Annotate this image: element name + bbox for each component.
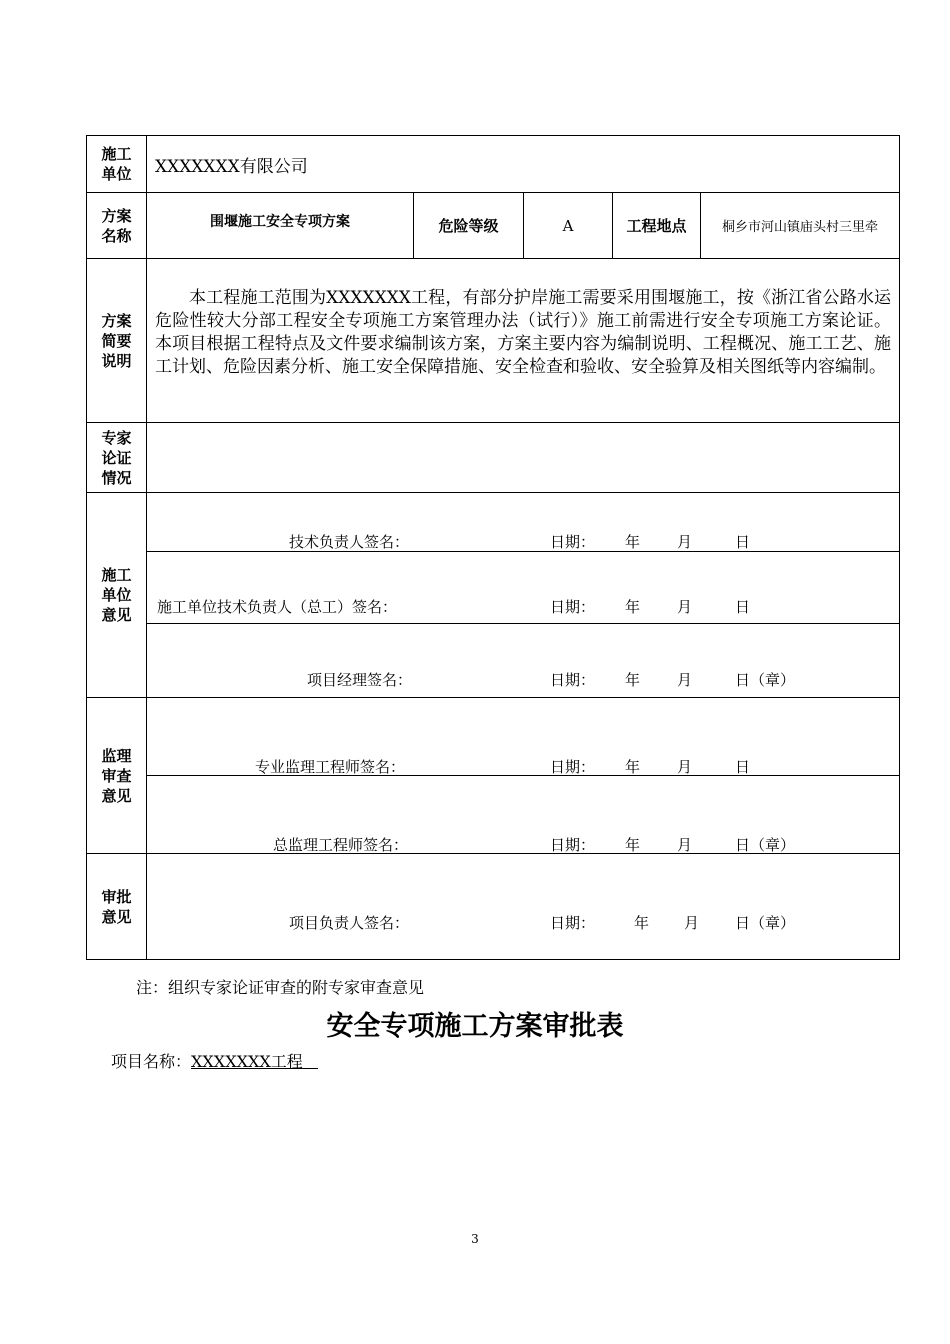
site-label: 工程地点 <box>613 193 701 259</box>
contractor-date-2: 日期： <box>550 598 596 616</box>
contractor-date-3: 日期： <box>550 671 596 689</box>
risk-level-value: A <box>524 193 613 259</box>
supervisor-year-2: 年 <box>625 836 641 854</box>
contractor-year-1: 年 <box>625 533 641 551</box>
contractor-opinion-cell <box>147 493 900 698</box>
expert-label: 专家论证情况 <box>101 428 132 487</box>
row-divider <box>147 623 899 624</box>
contractor-month-1: 月 <box>677 533 693 551</box>
contractor-label: 施工单位意见 <box>101 566 132 624</box>
site-value: 桐乡市河山镇庙头村三里牵 <box>701 193 900 259</box>
supervisor-date-2: 日期： <box>550 836 596 854</box>
approval-month: 月 <box>684 914 700 932</box>
page-title: 安全专项施工方案审批表 <box>326 1011 624 1042</box>
unit-label-cell <box>87 136 147 193</box>
contractor-day-2: 日 <box>735 598 751 616</box>
supervisor-label: 监理审查意见 <box>101 746 132 805</box>
summary-text: 本工程施工范围为XXXXXXX工程，有部分护岸施工需要采用围堰施工，按《浙江省公路水运危险性较大分部工程安全专项施工方案管理办法（试行）》施工前需进行安全专项施工方案论证。本项目根据工程特点及文件要求编制该方案，方案主要内容为编制说明、工程概况、施工工艺、施工计划、危险因素分析、施工安全保障措施、安全检查和验收、安全验算及相关图纸等内容编制。 <box>155 288 891 377</box>
supervisor-opinion-cell <box>147 698 900 854</box>
plan-name-value: 围堰施工安全专项方案 <box>147 193 414 259</box>
contractor-signer-3: 项目经理签名： <box>307 671 413 689</box>
contractor-signer-1: 技术负责人签名： <box>289 533 410 551</box>
expert-content <box>147 423 900 493</box>
project-label: 项目名称： <box>111 1052 192 1071</box>
approval-signer: 项目负责人签名： <box>289 914 410 932</box>
contractor-year-3: 年 <box>625 671 641 689</box>
supervisor-day-1: 日 <box>735 758 751 776</box>
supervisor-date-1: 日期： <box>550 758 596 776</box>
footnote: 注：组织专家论证审查的附专家审查意见 <box>136 978 425 997</box>
contractor-day-1: 日 <box>735 533 751 551</box>
project-value-text: XXXXXXX工程 <box>191 1052 303 1071</box>
supervisor-year-1: 年 <box>625 758 641 776</box>
project-value <box>191 1052 318 1071</box>
row-divider <box>147 775 899 776</box>
supervisor-month-2: 月 <box>677 836 693 854</box>
supervisor-day-2: 日（章） <box>735 836 796 854</box>
supervisor-month-1: 月 <box>677 758 693 776</box>
approval-year: 年 <box>634 914 650 932</box>
row-divider <box>147 551 899 552</box>
page-number: 3 <box>471 1232 479 1246</box>
plan-name-label: 方案名称 <box>101 206 132 245</box>
summary-cell <box>147 259 900 423</box>
approval-form-table <box>86 135 900 960</box>
contractor-year-2: 年 <box>625 598 641 616</box>
contractor-day-3: 日（章） <box>735 671 796 689</box>
approval-day: 日（章） <box>735 914 796 932</box>
approval-label: 审批意见 <box>101 887 132 926</box>
contractor-month-2: 月 <box>677 598 693 616</box>
supervisor-signer-1: 专业监理工程师签名： <box>255 758 406 776</box>
summary-label: 方案简要说明 <box>101 311 132 370</box>
contractor-signer-2: 施工单位技术负责人（总工）签名： <box>157 598 398 616</box>
unit-value: XXXXXXX有限公司 <box>147 136 900 193</box>
unit-label: 施工单位 <box>101 145 132 183</box>
supervisor-signer-2: 总监理工程师签名： <box>273 836 409 854</box>
approval-opinion-cell <box>147 854 900 960</box>
contractor-date-1: 日期： <box>550 533 596 551</box>
contractor-month-3: 月 <box>677 671 693 689</box>
project-line <box>111 1049 318 1072</box>
risk-level-label: 危险等级 <box>414 193 524 259</box>
approval-date: 日期： <box>550 914 596 932</box>
